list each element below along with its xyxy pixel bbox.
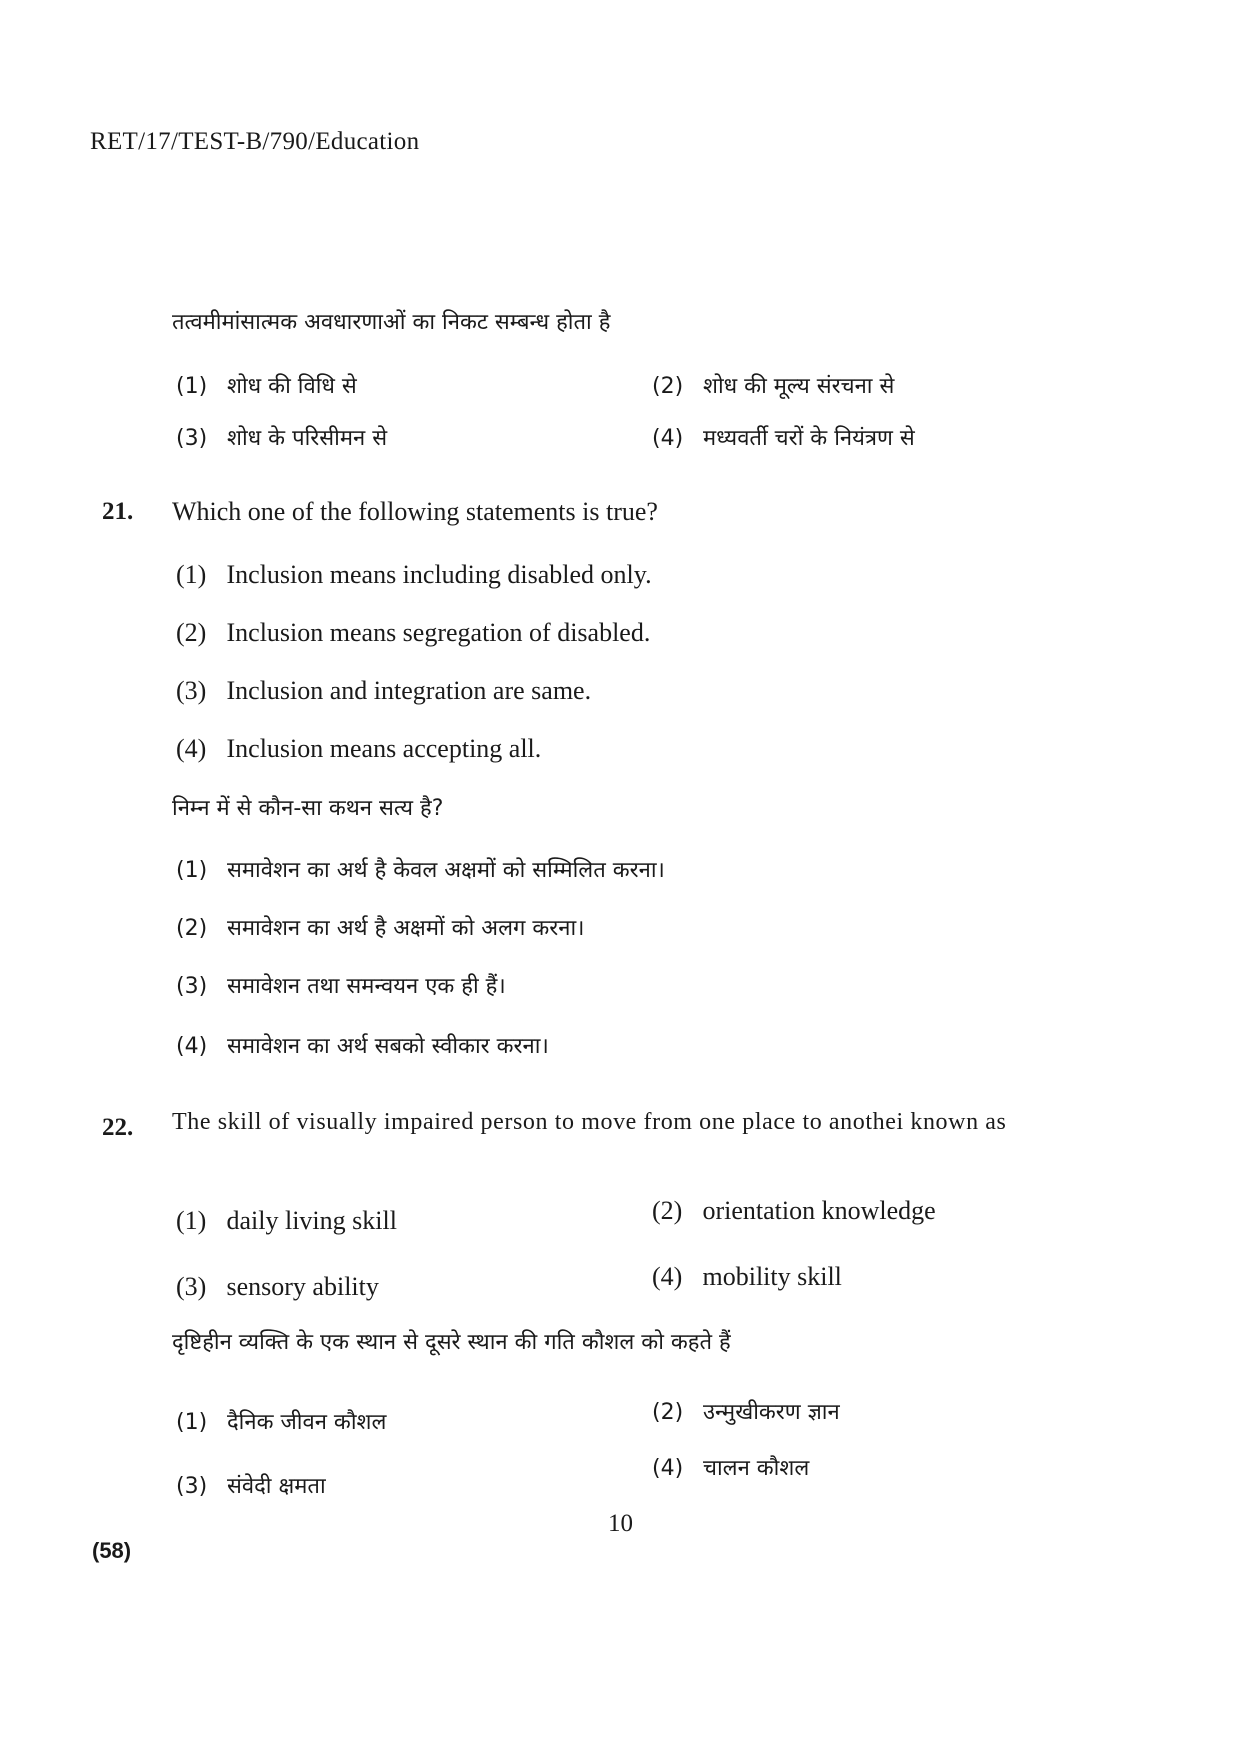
option-text: Inclusion means accepting all.: [226, 734, 542, 763]
option-number: (4): [652, 1456, 684, 1481]
q21-hindi-option-3: [176, 970, 506, 1000]
option-number: (4): [652, 1262, 683, 1291]
option-number: (4): [176, 734, 207, 763]
q21-option-1: [176, 560, 652, 590]
option-number: (1): [176, 374, 208, 399]
q20-hindi-stem: तत्वमीमांसात्मक अवधारणाओं का निकट सम्बन्ध होता है: [172, 310, 611, 335]
q20-hindi-option-3: [176, 422, 387, 452]
q21-option-3: [176, 676, 591, 706]
q20-hindi-option-4: [652, 422, 915, 452]
q22-option-3: [176, 1272, 379, 1302]
option-text: समावेशन का अर्थ है केवल अक्षमों को सम्मिलित करना।: [227, 858, 665, 883]
option-text: समावेशन का अर्थ सबको स्वीकार करना।: [227, 1034, 549, 1059]
option-number: (3): [176, 1474, 208, 1499]
option-text: Inclusion means segregation of disabled.: [226, 618, 651, 647]
option-text: Inclusion means including disabled only.: [226, 560, 652, 589]
option-number: (2): [652, 374, 684, 399]
q21-hindi-stem: निम्न में से कौन-सा कथन सत्य है?: [172, 796, 444, 821]
q22-hindi-option-4: [652, 1452, 809, 1482]
q22-hindi-option-1: [176, 1406, 386, 1436]
option-number: (1): [176, 1410, 208, 1435]
q22-hindi-stem: दृष्टिहीन व्यक्ति के एक स्थान से दूसरे स्थान की गति कौशल को कहते हैं: [172, 1330, 731, 1355]
q21-hindi-option-4: [176, 1030, 549, 1060]
option-number: (2): [176, 916, 208, 941]
option-text: समावेशन तथा समन्वयन एक ही हैं।: [227, 974, 506, 999]
option-number: (3): [176, 676, 207, 705]
q22-option-4: [652, 1262, 842, 1292]
option-text: orientation knowledge: [702, 1196, 936, 1225]
option-text: Inclusion and integration are same.: [226, 676, 592, 705]
q21-option-4: [176, 734, 541, 764]
option-number: (1): [176, 1206, 207, 1235]
option-number: (1): [176, 560, 207, 589]
booklet-code: (58): [92, 1538, 132, 1563]
option-text: शोध के परिसीमन से: [227, 426, 388, 451]
option-number: (2): [652, 1400, 684, 1425]
q20-hindi-option-1: [176, 370, 357, 400]
q21-hindi-option-1: [176, 854, 665, 884]
option-number: (4): [652, 426, 684, 451]
q22-stem: The skill of visually impaired person to move from one place to anothei known as: [172, 1109, 1007, 1135]
q21-hindi-option-2: [176, 912, 585, 942]
option-text: उन्मुखीकरण ज्ञान: [703, 1400, 840, 1425]
option-number: (2): [176, 618, 207, 647]
option-text: दैनिक जीवन कौशल: [227, 1410, 387, 1435]
option-number: (3): [176, 974, 208, 999]
option-number: (4): [176, 1034, 208, 1059]
option-number: (3): [176, 426, 208, 451]
page-number: 10: [608, 1510, 633, 1537]
option-text: daily living skill: [226, 1206, 397, 1235]
option-text: sensory ability: [226, 1272, 379, 1301]
option-text: शोध की विधि से: [227, 374, 357, 399]
option-text: शोध की मूल्य संरचना से: [703, 374, 895, 399]
option-text: संवेदी क्षमता: [227, 1474, 326, 1499]
option-text: mobility skill: [702, 1262, 842, 1291]
q21-number: 21.: [102, 498, 134, 525]
option-number: (1): [176, 858, 208, 883]
q22-option-1: [176, 1206, 397, 1236]
option-text: समावेशन का अर्थ है अक्षमों को अलग करना।: [227, 916, 585, 941]
exam-code-header: RET/17/TEST-B/790/Education: [90, 128, 420, 155]
q20-hindi-option-2: [652, 370, 894, 400]
q22-option-2: [652, 1196, 936, 1226]
q22-hindi-option-3: [176, 1470, 326, 1500]
q22-number: 22.: [102, 1114, 134, 1141]
q21-stem: Which one of the following statements is true?: [172, 497, 658, 526]
option-number: (2): [652, 1196, 683, 1225]
option-text: मध्यवर्ती चरों के नियंत्रण से: [703, 426, 915, 451]
option-number: (3): [176, 1272, 207, 1301]
q21-option-2: [176, 618, 650, 648]
option-text: चालन कौशल: [703, 1456, 810, 1481]
q22-hindi-option-2: [652, 1396, 840, 1426]
